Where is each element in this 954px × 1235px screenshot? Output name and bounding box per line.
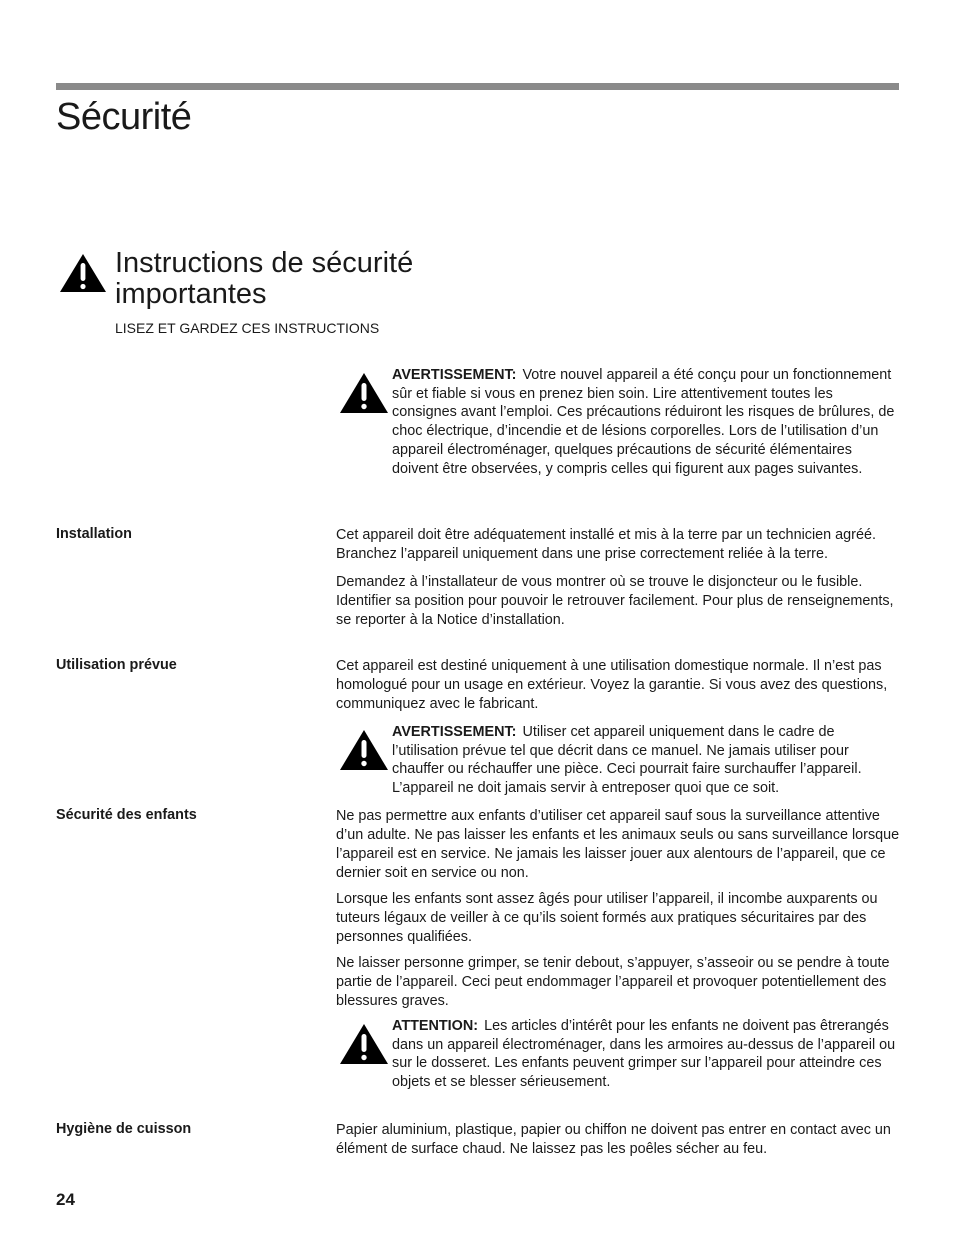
section-subtitle: LISEZ ET GARDEZ CES INSTRUCTIONS xyxy=(115,320,380,336)
installation-paragraph-2: Demandez à l’installateur de vous montrer où se trouve le disjoncteur ou le fusible. Identifier sa position pour pouvoir le retrouver facilement. Pour plus de renseignements, se reporter à la Notice d’installation. xyxy=(336,574,894,628)
warning-triangle-icon xyxy=(339,372,389,414)
warning-text: Utiliser cet appareil uniquement dans le cadre de l’utilisation prévue tel que décrit dans ce manuel. Ne jamais utiliser pour chauffer ou réchauffer une pièce. Ceci pourrait faire surchauffer l’appareil. L’appareil ne doit jamais servir à entreposer quoi que ce soit. xyxy=(392,724,862,797)
usage-label: Utilisation prévue xyxy=(56,657,177,673)
warning-label: AVERTISSEMENT: xyxy=(392,724,517,740)
warning-label: AVERTISSEMENT: xyxy=(392,367,517,383)
top-rule xyxy=(56,83,899,90)
warning-text: Les articles d’intérêt pour les enfants ne doivent pas êtrerangés dans un appareil électroménager, dans les armoires au-dessus de l’appareil ou sur le dosseret. Les enfants peuvent grimper sur l’appareil pour atteindre ces objets et se blesser sérieusement. xyxy=(392,1018,896,1091)
children-paragraph-1: Ne pas permettre aux enfants d’utiliser cet appareil sauf sous la surveillance attentive d’un adulte. Ne pas laisser les enfants et les animaux seuls ou sans surveillance lorsque l’appareil est en service. Ne jamais les laisser jouer aux alentours de l’appareil, que ce dernier soit en service ou non. xyxy=(336,808,900,881)
warning-label: ATTENTION: xyxy=(392,1018,479,1034)
usage-paragraph-1: Cet appareil est destiné uniquement à une utilisation domestique normale. Il n’est pas homologué pour un usage en extérieur. Voyez la garantie. Si vous avez des questions, communiquez avec le fabricant. xyxy=(336,658,888,712)
children-paragraph-2: Lorsque les enfants sont assez âgés pour utiliser l’appareil, il incombe auxparents ou tuteurs légaux de veiller à ce qu’ils soient formés aux pratiques sécuritaires par des personnes qualifiées. xyxy=(336,891,878,945)
warning-triangle-icon xyxy=(339,1023,389,1065)
warning-children xyxy=(339,1017,897,1092)
children-paragraph-3: Ne laisser personne grimper, se tenir debout, s’appuyer, s’asseoir ou se pendre à toute partie de l’appareil. Ceci peut endommager l’appareil et provoquer potentiellement des blessures graves. xyxy=(336,955,890,1009)
warning-triangle-icon xyxy=(339,729,389,771)
warning-text: Votre nouvel appareil a été conçu pour un fonctionnement sûr et fiable si vous en prenez bien soin. Lire attentivement toutes les consignes avant l’emploi. Ces précautions réduiront les risques de brûlures, de choc électrique, d’incendie et de lésions corporelles. Lors de l’utilisation d’un appareil électroménager, quelques précautions de sécurité élémentaires doivent être observées, y compris celles qui figurent aux pages suivantes. xyxy=(392,367,895,477)
installation-paragraph-1: Cet appareil doit être adéquatement installé et mis à la terre par un technicien agréé. Branchez l’appareil uniquement dans une prise correctement reliée à la terre. xyxy=(336,527,876,562)
warning-intro xyxy=(339,366,897,478)
hygiene-label: Hygiène de cuisson xyxy=(56,1121,192,1137)
page-number: 24 xyxy=(56,1190,75,1209)
page-title: Sécurité xyxy=(56,96,192,138)
warning-triangle-icon xyxy=(59,253,107,293)
installation-label: Installation xyxy=(56,526,132,542)
section-title: Instructions de sécurité importantes xyxy=(115,247,414,310)
hygiene-paragraph-1: Papier aluminium, plastique, papier ou chiffon ne doivent pas entrer en contact avec un élément de surface chaud. Ne laissez pas les poêles sécher au feu. xyxy=(336,1122,891,1157)
children-label: Sécurité des enfants xyxy=(56,807,197,823)
warning-usage xyxy=(339,723,897,798)
